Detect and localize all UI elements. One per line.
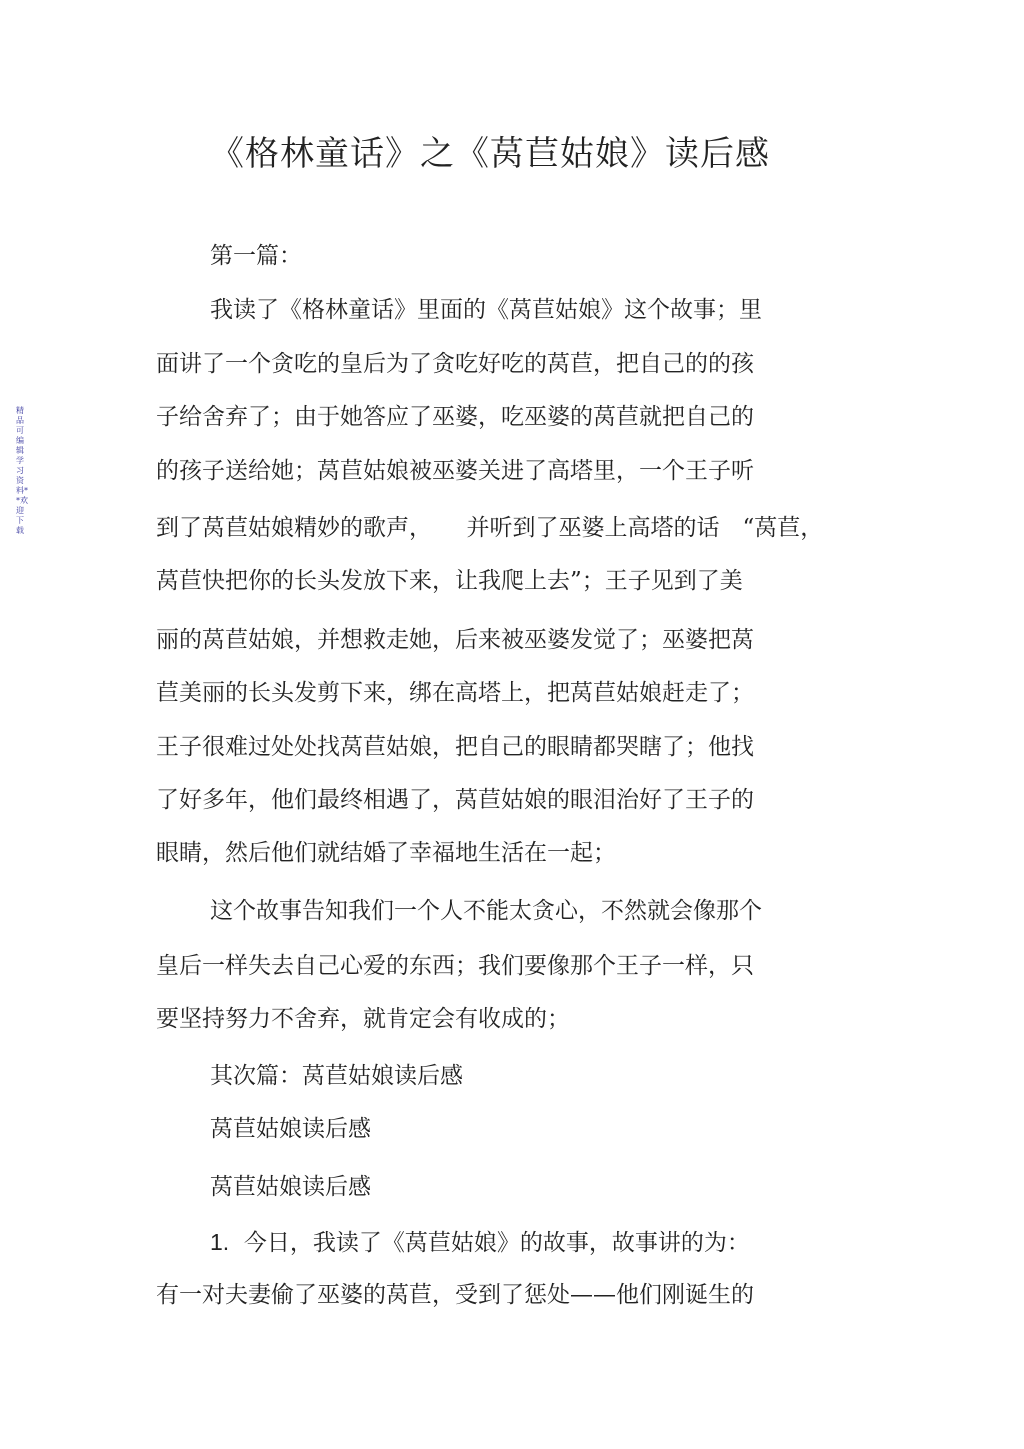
numbered-paragraph-line <box>210 1227 750 1258</box>
list-number: 1. <box>210 1229 230 1255</box>
paragraph-line: 莴苣快把你的长头发放下来，让我爬上去”；王子见到了美 <box>156 568 743 594</box>
list-text: 今日，我读了《莴苣姑娘》的故事，故事讲的为： <box>243 1230 750 1256</box>
paragraph-line: 王子很难过处处找莴苣姑娘，把自己的眼睛都哭瞎了；他找 <box>156 734 754 760</box>
section-heading-2: 其次篇：莴苣姑娘读后感 <box>210 1063 463 1089</box>
paragraph-line: 皇后一样失去自己心爱的东西；我们要像那个王子一样，只 <box>156 953 754 979</box>
paragraph-line: 要坚持努力不舍弃，就肯定会有收成的； <box>156 1006 570 1032</box>
paragraph-line: 眼睛，然后他们就结婚了幸福地生活在一起； <box>156 840 616 866</box>
paragraph-line: 子给舍弃了；由于她答应了巫婆，吃巫婆的莴苣就把自己的 <box>156 404 754 430</box>
paragraph-line: 丽的莴苣姑娘，并想救走她，后来被巫婆发觉了；巫婆把莴 <box>156 627 754 653</box>
paragraph-line: 的孩子送给她；莴苣姑娘被巫婆关进了高塔里，一个王子听 <box>156 458 754 484</box>
subheading: 莴苣姑娘读后感 <box>210 1116 371 1142</box>
paragraph-line: 了好多年，他们最终相遇了，莴苣姑娘的眼泪治好了王子的 <box>156 787 754 813</box>
section-heading-1: 第一篇： <box>210 243 302 269</box>
paragraph-line: 苣美丽的长头发剪下来，绑在高塔上，把莴苣姑娘赶走了； <box>156 680 754 706</box>
paragraph-line: 有一对夫妻偷了巫婆的莴苣，受到了惩处——他们刚诞生的 <box>156 1282 754 1308</box>
subheading: 莴苣姑娘读后感 <box>210 1174 371 1200</box>
page-title: 《格林童话》之《莴苣姑娘》读后感 <box>210 134 770 174</box>
paragraph-line: 我读了《格林童话》里面的《莴苣姑娘》这个故事；里 <box>210 297 762 323</box>
paragraph-line: 到了莴苣姑娘精妙的歌声， 并听到了巫婆上高塔的话 “莴苣， <box>156 515 824 541</box>
paragraph-line: 面讲了一个贪吃的皇后为了贪吃好吃的莴苣，把自己的的孩 <box>156 351 754 377</box>
side-watermark-note: 精品可编辑学习资料**欢迎下载 <box>16 406 28 535</box>
paragraph-line: 这个故事告知我们一个人不能太贪心，不然就会像那个 <box>210 898 762 924</box>
